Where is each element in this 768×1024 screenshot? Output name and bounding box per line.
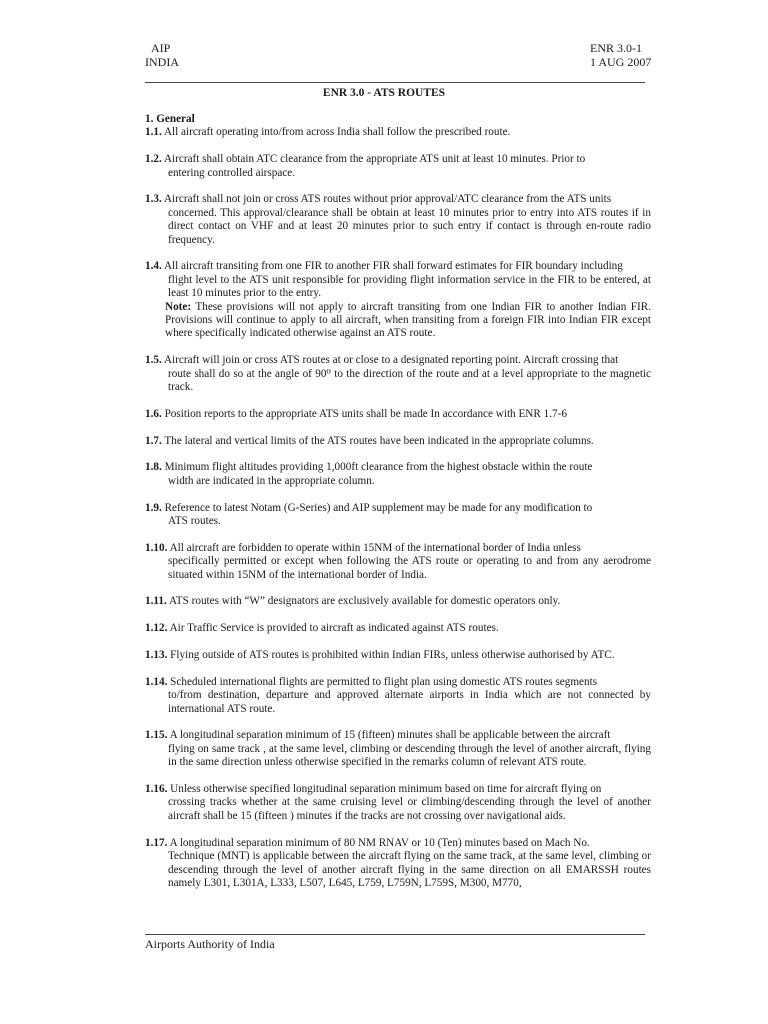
paragraph-item xyxy=(145,502,651,529)
paragraph-first-line xyxy=(145,542,651,555)
paragraph-text: Air Traffic Service is provided to aircraft as indicated against ATS routes. xyxy=(169,622,499,635)
paragraph-item xyxy=(145,622,651,635)
paragraph-item xyxy=(145,461,651,488)
paragraph-first-line xyxy=(145,354,651,367)
header-aip: AIP xyxy=(151,41,171,55)
paragraph-number: 1.6. xyxy=(145,407,162,420)
paragraph-number: 1.8. xyxy=(145,461,162,474)
paragraph-text: Reference to latest Notam (G-Series) and AIP supplement may be made for any modification to xyxy=(164,501,593,514)
paragraph-item xyxy=(145,595,651,608)
paragraph-item xyxy=(145,649,651,662)
paragraph-first-line xyxy=(145,622,651,635)
header-country: INDIA xyxy=(145,55,179,69)
paragraph-text: Aircraft shall not join or cross ATS routes without prior approval/ATC clearance from the ATS units xyxy=(163,193,612,206)
paragraph-number: 1.11. xyxy=(145,595,167,608)
header-page-ref: ENR 3.0-1 xyxy=(590,41,642,55)
footer-text: Airports Authority of India xyxy=(145,937,275,951)
paragraph-text: All aircraft transiting from one FIR to another FIR shall forward estimates for FIR boundary including xyxy=(163,260,623,273)
paragraph-text: A longitudinal separation minimum of 15 (fifteen) minutes shall be applicable between the aircraft xyxy=(169,729,611,742)
paragraph-continuation: width are indicated in the appropriate column. xyxy=(168,474,375,487)
paragraph-first-line xyxy=(145,260,651,273)
paragraph-text: Scheduled international flights are permitted to flight plan using domestic ATS routes segments xyxy=(170,675,598,688)
paragraph-text: Unless otherwise specified longitudinal separation minimum based on time for aircraft flying on xyxy=(170,783,602,796)
paragraph-continuation: ATS routes. xyxy=(168,515,221,528)
paragraph-number: 1.17. xyxy=(145,836,168,849)
paragraph-first-line xyxy=(145,435,651,448)
header-divider xyxy=(145,82,645,83)
paragraph-first-line xyxy=(145,649,651,662)
paragraph-continuation: entering controlled airspace. xyxy=(168,166,296,179)
paragraph-text: ATS routes with “W” designators are exclusively available for domestic operators only. xyxy=(168,595,561,608)
paragraph-text: Minimum flight altitudes providing 1,000ft clearance from the highest obstacle within the route xyxy=(164,461,593,474)
paragraph-text: All aircraft are forbidden to operate within 15NM of the international border of India unless xyxy=(169,541,581,554)
page-title: ENR 3.0 - ATS ROUTES xyxy=(322,87,446,99)
paragraph-text: Aircraft shall obtain ATC clearance from the appropriate ATS unit at least 10 minutes. Prior to xyxy=(163,153,586,166)
paragraph-number: 1.15. xyxy=(145,729,168,742)
paragraph-first-line xyxy=(145,729,651,742)
paragraph-item xyxy=(145,783,651,823)
paragraph-first-line xyxy=(145,595,651,608)
paragraph-list xyxy=(145,126,651,890)
note-block xyxy=(145,301,651,341)
paragraph-first-line xyxy=(145,676,651,689)
paragraph-continuation: concerned. This approval/clearance shall be obtain at least 10 minutes prior to entry into ATS routes if in direct contact on VHF and at least 20 minutes prior to such entry if contact is through en-route radio frequency. xyxy=(168,206,651,246)
paragraph-first-line xyxy=(145,461,651,474)
header-date: 1 AUG 2007 xyxy=(590,55,652,69)
paragraph-item xyxy=(145,676,651,716)
header-left xyxy=(145,41,179,69)
paragraph-item xyxy=(145,260,651,340)
paragraph-continuation: Technique (MNT) is applicable between the aircraft flying on the same track, at the same level, climbing or descending through the level of another aircraft flying in the same direction on all EMARSSH routes namely L301, L301A, L333, L507, L645, L759, L759N, L759S, M300, M770, xyxy=(168,850,651,889)
paragraph-number: 1.9. xyxy=(145,501,162,514)
paragraph-number: 1.4. xyxy=(145,260,162,273)
paragraph-text: The lateral and vertical limits of the ATS routes have been indicated in the appropriate columns. xyxy=(164,434,594,447)
paragraph-text: Aircraft will join or cross ATS routes at or close to a designated reporting point. Aircraft crossing that xyxy=(163,354,619,367)
paragraph-text: Flying outside of ATS routes is prohibited within Indian FIRs, unless otherwise authorised by ATC. xyxy=(170,649,615,662)
paragraph-continuation: flight level to the ATS unit responsible for providing flight information service in the FIR to be entered, at least 10 minutes prior to the entry. xyxy=(168,273,651,300)
paragraph-number: 1.3. xyxy=(145,193,162,206)
footer-divider xyxy=(145,934,645,935)
paragraph-number: 1.1. xyxy=(145,126,162,139)
paragraph-continuation: to/from destination, departure and approved alternate airports in India which are not connected by international ATS route. xyxy=(168,689,651,715)
paragraph-number: 1.14. xyxy=(145,675,168,688)
paragraph-first-line xyxy=(145,783,651,796)
paragraph-item xyxy=(145,542,651,582)
paragraph-number: 1.2. xyxy=(145,153,162,166)
paragraph-item xyxy=(145,729,651,769)
paragraph-number: 1.7. xyxy=(145,434,162,447)
document-body xyxy=(145,113,651,890)
paragraph-item xyxy=(145,408,651,421)
paragraph-first-line xyxy=(145,502,651,515)
paragraph-continuation: specifically permitted or except when following the ATS route or operating to and from any aerodrome situated within 15NM of the international border of India. xyxy=(168,555,651,581)
paragraph-item xyxy=(145,126,651,139)
paragraph-item xyxy=(145,153,651,180)
note-label: Note: xyxy=(165,300,192,313)
paragraph-text: A longitudinal separation minimum of 80 NM RNAV or 10 (Ten) minutes based on Mach No. xyxy=(169,836,590,849)
paragraph-item xyxy=(145,837,651,891)
paragraph-text: Position reports to the appropriate ATS units shall be made In accordance with ENR 1.7-6 xyxy=(164,407,567,420)
paragraph-first-line xyxy=(145,193,651,206)
paragraph-item xyxy=(145,435,651,448)
paragraph-first-line xyxy=(145,837,651,850)
paragraph-continuation: route shall do so at the angle of 90⁰ to the direction of the route and at a level appropriate to the magnetic track. xyxy=(168,367,651,394)
paragraph-continuation: crossing tracks whether at the same cruising level or climbing/descending through the level of another aircraft shall be 15 (fifteen ) minutes if the tracks are not crossing over navigational aids. xyxy=(168,796,651,822)
paragraph-number: 1.12. xyxy=(145,622,168,635)
paragraph-number: 1.5. xyxy=(145,354,162,367)
paragraph-number: 1.16. xyxy=(145,783,168,796)
section-heading: 1. General xyxy=(145,113,195,125)
paragraph-first-line xyxy=(145,153,651,166)
paragraph-first-line xyxy=(145,408,651,421)
paragraph-continuation: flying on same track , at the same level, climbing or descending through the level of another aircraft, flying in the same direction unless otherwise specified in the remarks column of relevant ATS route. xyxy=(168,742,651,769)
note-text: These provisions will not apply to aircraft transiting from one Indian FIR to another Indian FIR. Provisions will continue to apply to all aircraft, when transiting from a foreign FIR into Indian FIR except where specifically indicated otherwise against an ATS route. xyxy=(165,300,651,340)
paragraph-item xyxy=(145,193,651,247)
paragraph-text: All aircraft operating into/from across India shall follow the prescribed route. xyxy=(163,126,511,139)
paragraph-first-line xyxy=(145,126,651,139)
header-right xyxy=(590,41,651,69)
paragraph-number: 1.10. xyxy=(145,541,168,554)
paragraph-number: 1.13. xyxy=(145,649,168,662)
paragraph-item xyxy=(145,354,651,394)
